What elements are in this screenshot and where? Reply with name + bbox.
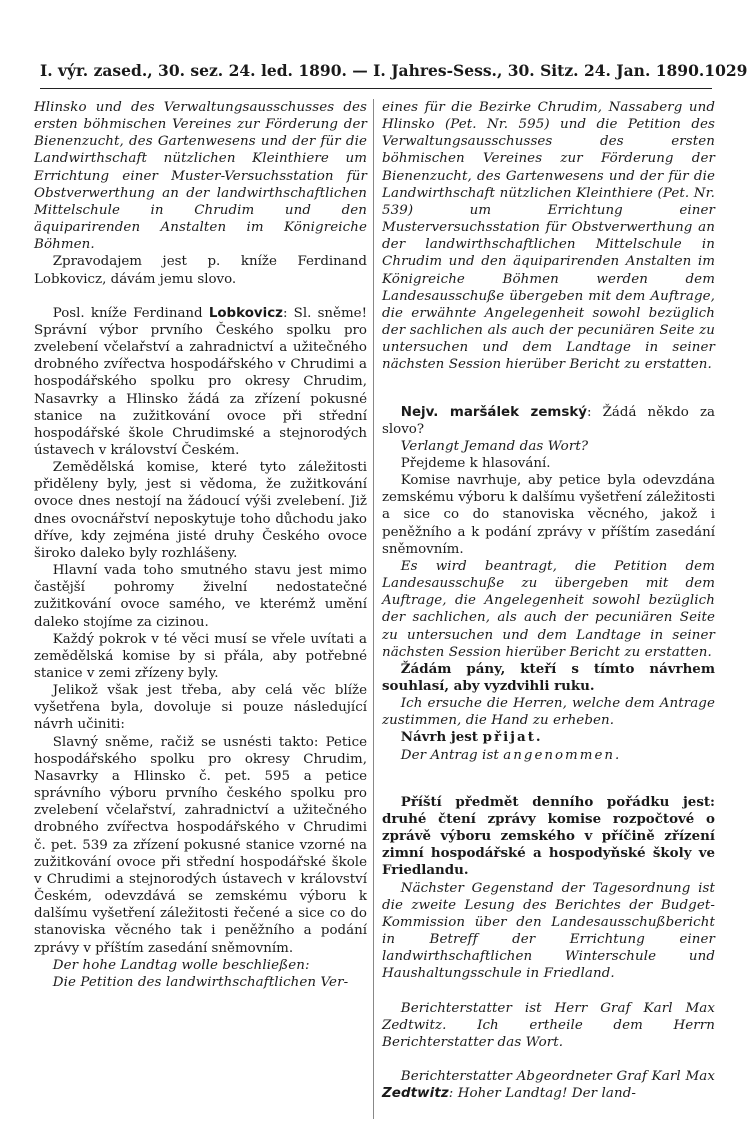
vote-result (382, 729, 715, 746)
speech-text: : Žádá někdo za slovo? (382, 404, 715, 437)
header-rule (40, 88, 712, 89)
agenda-item-de: Nächster Gegenstand der Tagesordnung ist die zweite Lesung des Berichtes der Budget-Kommission über den Landesausschußbericht in Betreff der Errichtung einer landwirthschaftlichen Winterschule und Haushaltungsschule in Friedland. (382, 880, 715, 982)
paragraph: Die Petition des landwirthschaftlichen Ver- (52, 974, 349, 990)
speaker-name: Lobkovicz (208, 305, 283, 321)
paragraph: Komise navrhuje, aby petice byla odevzdána zemskému výboru k dalšímu vyšetření záležitosti a sice co do stanoviska věcného, jakož i peněžního a k podání zprávy v příštím zasedání sněmovním. (382, 473, 715, 557)
speaker-prefix: Posl. kníže Ferdinand (52, 305, 203, 321)
speech-text: : Sl. sněme! Správní výbor prvního Českého spolku pro zvelebení včelařství a zahradnictví a užitečného drobného zvířectva hospodářského v Chrudimi a hospodářského spolku pro okresy Chrudim, Nasavrky a Hlinsko žádá za zřízení pokusné stanice na zužitkování ovoce při střední hospodářské škole Chrudimské a stejnorodých ústavech v království Českém. (34, 305, 367, 458)
vote-result-word: přijat. (482, 729, 543, 746)
column-divider (373, 99, 374, 1119)
page-header (40, 61, 748, 80)
paragraph: Žádám pány, kteří s tímto návrhem souhlasí, aby vyzdvihli ruku. (382, 660, 715, 694)
speaker-name: Nejv. maršálek zemský (400, 404, 587, 420)
paragraph: Ich ersuche die Herren, welche dem Antrage zustimmen, die Hand zu erheben. (382, 696, 715, 729)
paragraph: Jelikož však jest třeba, aby celá věc blíže vyšetřena byla, dovoluje si pouze následující návrh učiniti: (34, 683, 367, 733)
paragraph: Es wird beantragt, die Petition dem Landesausschuße zu übergeben mit dem Auftrage, die Angelegenheit sowohl bezüglich der sachlichen, als auch der pecuniären Seite zu untersuchen und dem Landtage in seiner nächsten Session hierüber Bericht zu erstatten. (382, 558, 715, 660)
vote-result-de (382, 747, 715, 764)
paragraph: Slavný sněme, račiž se usnésti takto: Petice hospodářského spolku pro okresy Chrudim, Nasavrky a Hlinsko č. pet. 595 a petice správního výboru prvního českého spolku pro zvelebení včelařství, zahradnictví a užitečného drobného zvířectva hospodářského v Chrudimi č. pet. 539 za zřízení pokusné stanice vzorné na zužitkování ovoce při střední hospodářské škole v Chrudimi a stejnorodých ústavech v království Českém, odevzdává se zemskému výboru k dalšímu vyšetření záležitosti řečené a sice co do stanoviska věcného tak i peněžního a podání zprávy v příštím zasedání sněmovním. (34, 734, 367, 956)
agenda-item: Příští předmět denního pořádku jest: druhé čtení zprávy komise rozpočtové o zprávě výboru zemského v příčině zřízení zimní hospodářské a hospodyňské školy ve Friedlandu. (382, 793, 715, 879)
paragraph: Der hohe Landtag wolle beschließen: (52, 957, 310, 973)
paragraph: Verlangt Jemand das Wort? (400, 438, 589, 454)
vote-result-prefix: Návrh jest (400, 729, 478, 746)
paragraph: Berichterstatter ist Herr Graf Karl Max Zedtwitz. Ich ertheile dem Herrn Berichterstatter das Wort. (382, 1000, 715, 1050)
speech-paragraph (34, 305, 367, 459)
speaker-name: Zedtwitz (382, 1086, 449, 1102)
speech-paragraph (382, 1068, 715, 1102)
paragraph: Hlavní vada toho smutného stavu jest mimo častější pohromy živelní nedostatečné zužitkování ovoce samého, ve kterémž umění daleko stojíme za cizinou. (34, 563, 367, 630)
paragraph: Každý pokrok v té věci musí se vřele uvítati a zemědělská komise by si přála, aby potřebné stanice v zemi zřízeny byly. (34, 631, 367, 681)
paragraph: Zpravodajem jest p. kníže Ferdinand Lobkovicz, dávám jemu slovo. (34, 254, 367, 287)
paragraph: Hlinsko und des Verwaltungsausschusses des ersten böhmischen Vereines zur Förderung der Bienenzucht, des Gartenwesens und der für die Landwirthschaft nützlichen Kleinthiere um Errichtung einer Muster-Versuchsstation für Obstverwerthung an der landwirthschaftlichen Mittelschule in Chrudim und den äquiparirenden Anstalten im Königreiche Böhmen. (34, 100, 367, 253)
paragraph: Zemědělská komise, které tyto záležitosti přiděleny byly, jest si vědoma, že zužitkování ovoce dnes nestojí na žádoucí výši zvelebení. Již dnes ovocnářství neposkytuje toho důchodu jako dříve, kdy zejména jisté druhy Českého ovoce široko daleko byly rozhlášeny. (34, 460, 367, 561)
vote-result-word: angenommen. (503, 747, 622, 763)
left-column (34, 99, 367, 991)
page-number: 1029 (704, 61, 748, 80)
vote-result-prefix: Der Antrag ist (400, 747, 499, 763)
running-head: I. výr. zased., 30. sez. 24. led. 1890. — I. Jahres-Sess., 30. Sitz. 24. Jan. 1890. (40, 61, 705, 80)
speech-paragraph (382, 404, 715, 438)
speech-text: : Hoher Landtag! Der land- (448, 1086, 636, 1102)
paragraph: eines für die Bezirke Chrudim, Nassaberg und Hlinsko (Pet. Nr. 595) und die Petition des Verwaltungsausschusses des ersten böhmischen Vereines zur Förderung der Bienenzucht, des Gartenwesens und der für die Landwirthschaft nützlichen Kleinthiere (Pet. Nr. 539) um Errichtung einer Musterversuchsstation für Obstverwerthung an der landwirthschaftlichen Mittelschule in Chrudim und den äquiparirenden Anstalten im Königreiche Böhmen werden dem Landesausschuße übergeben mit dem Auftrage, die erwähnte Angelegenheit sowohl bezüglich der sachlichen als auch der pecuniären Seite zu untersuchen und dem Landtage in seiner nächsten Session hierüber Bericht zu erstatten. (382, 100, 715, 373)
right-column (382, 99, 715, 1102)
paragraph: Přejdeme k hlasování. (400, 455, 551, 471)
speaker-prefix: Berichterstatter Abgeordneter Graf Karl Max (400, 1068, 715, 1084)
